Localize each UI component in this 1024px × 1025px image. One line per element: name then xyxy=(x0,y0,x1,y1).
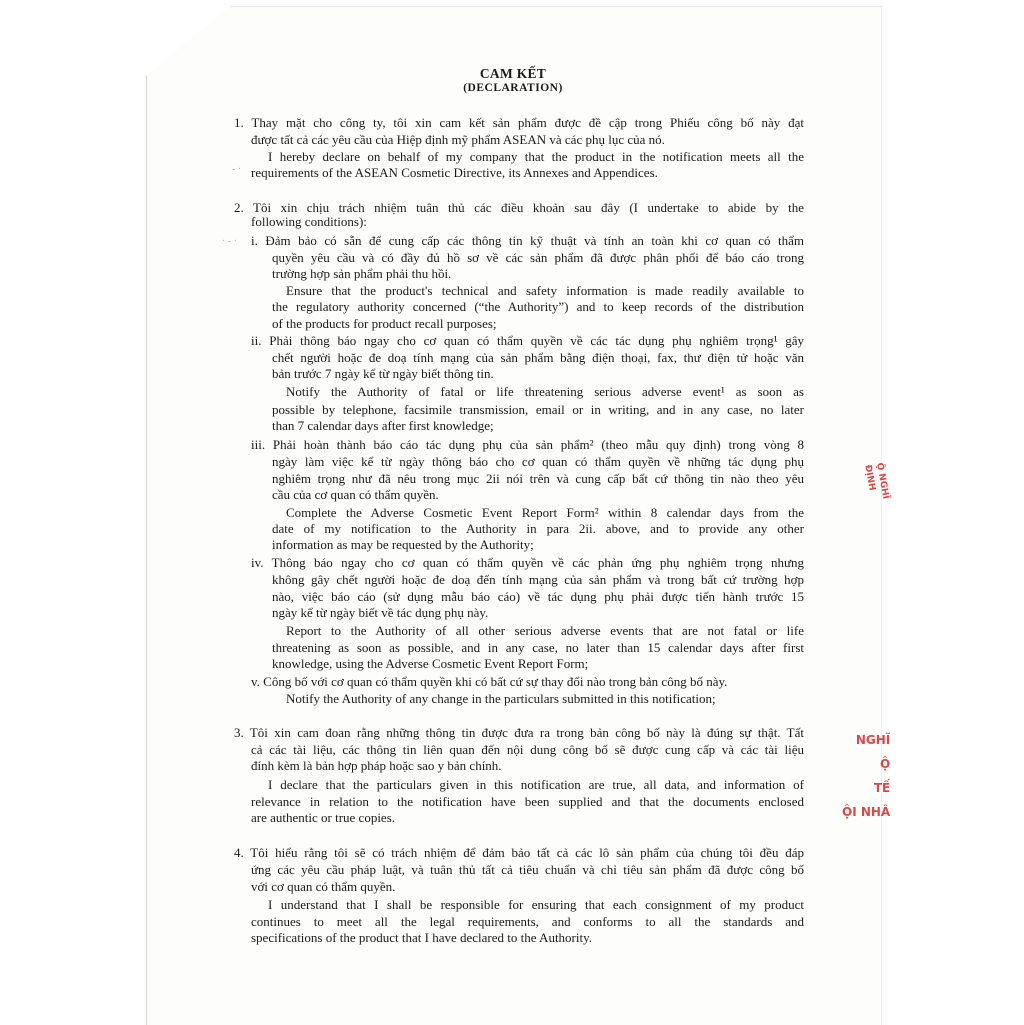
declaration-line: specifications of the product that I have declared to the Authority. xyxy=(251,930,593,945)
declaration-line: I hereby declare on behalf of my company that the product in the notification meets all the xyxy=(268,149,804,164)
declaration-line: 2. Tôi xin chịu trách nhiệm tuân thủ các điều khoản sau đây (I undertake to abide by the xyxy=(234,200,804,215)
declaration-line: ngày kể từ ngày biết về tác dụng phụ này. xyxy=(272,605,489,620)
scan-mark: · - · xyxy=(222,236,237,247)
declaration-line: v. Công bố với cơ quan có thẩm quyền khi có bất cứ sự thay đổi nào trong bản công bố này. xyxy=(251,674,728,689)
document-subtitle: (DECLARATION) xyxy=(463,82,563,94)
declaration-line: được tất cả các yêu cầu của Hiệp định mỹ phẩm ASEAN và các phụ lục của nó. xyxy=(251,132,665,147)
declaration-line: are authentic or true copies. xyxy=(251,810,396,825)
declaration-line: không gây chết người hoặc đe doạ đến tính mạng của sản phẩm và trong bất cứ trường hợp xyxy=(272,572,804,587)
declaration-line: với cơ quan có thẩm quyền. xyxy=(251,879,396,894)
declaration-line: ii. Phải thông báo ngay cho cơ quan có thẩm quyền về các tác dụng phụ nghiêm trọng¹ gây xyxy=(251,333,804,348)
declaration-line: Ensure that the product's technical and safety information is made readily available to xyxy=(286,283,804,298)
declaration-line: Complete the Adverse Cosmetic Event Report Form² within 8 calendar days from the xyxy=(286,505,804,520)
declaration-line: quyền yêu cầu và có đầy đủ hồ sơ về các sản phẩm đã được phân phối để báo cáo trong xyxy=(272,250,804,265)
declaration-line: of the products for product recall purposes; xyxy=(272,316,497,331)
declaration-line: cầu của cơ quan có thẩm quyền. xyxy=(272,487,439,502)
declaration-line: 1. Thay mặt cho công ty, tôi xin cam kết sản phẩm được đề cập trong Phiếu công bố này đạt xyxy=(234,115,804,130)
declaration-line: information as may be requested by the Authority; xyxy=(272,537,534,552)
declaration-line: đính kèm là bản hợp pháp hoặc sao y bản chính. xyxy=(251,758,502,773)
declaration-line: requirements of the ASEAN Cosmetic Directive, its Annexes and Appendices. xyxy=(251,165,658,180)
declaration-line: date of my notification to the Authority in para 2ii. above, and to provide any other xyxy=(272,521,804,536)
declaration-line: iii. Phải hoàn thành báo cáo tác dụng phụ của sản phẩm² (theo mẫu quy định) trong vòng 8 xyxy=(251,437,804,452)
declaration-line: I declare that the particulars given in this notification are true, all data, and information of xyxy=(268,777,804,792)
declaration-line: 4. Tôi hiểu rằng tôi sẽ có trách nhiệm để đảm bảo tất cả các lô sản phẩm của chúng tôi đều đáp xyxy=(234,845,804,860)
stamp-lower: NGHĨ Ộ TẾ ỘI NHÂ xyxy=(842,733,891,819)
stamp-upper: Ộ NGHĨ ĐỊNH xyxy=(862,462,891,500)
declaration-line: nào, việc báo cáo (sử dụng mẫu báo cáo) về tác dụng phụ phải được tiến hành trước 15 xyxy=(272,589,804,604)
declaration-line: following conditions): xyxy=(251,214,367,229)
declaration-line: relevance in relation to the notification have been supplied and that the documents enclosed xyxy=(251,794,804,809)
declaration-line: iv. Thông báo ngay cho cơ quan có thẩm quyền về các phản ứng phụ nghiêm trọng nhưng xyxy=(251,555,804,570)
declaration-line: 3. Tôi xin cam đoan rằng những thông tin được đưa ra trong bản công bố này là đúng sự thật. Tất xyxy=(234,725,804,740)
document-title: CAM KẾT xyxy=(479,66,547,81)
declaration-line: the regulatory authority concerned (“the Authority”) and to keep records of the distribution xyxy=(272,299,804,314)
declaration-line: knowledge, using the Adverse Cosmetic Event Report Form; xyxy=(272,656,589,671)
declaration-line: chết người hoặc đe doạ tính mạng của sản phẩm bằng điện thoại, fax, thư điện tử hoặc văn xyxy=(272,350,804,365)
declaration-line: I understand that I shall be responsible for ensuring that each consignment of my product xyxy=(268,897,804,912)
declaration-line: ứng các yêu cầu pháp luật, và tuân thủ tất cả tiêu chuẩn và chỉ tiêu sản phẩm đã được công bố xyxy=(251,862,804,877)
scan-mark: - · xyxy=(232,164,242,175)
declaration-line: Notify the Authority of any change in the particulars submitted in this notification; xyxy=(286,691,716,706)
declaration-line: bản trước 7 ngày kể từ ngày biết thông tin. xyxy=(272,366,494,381)
declaration-line: Notify the Authority of fatal or life threatening serious adverse event¹ as soon as xyxy=(286,384,804,399)
declaration-line: Report to the Authority of all other serious adverse events that are not fatal or life xyxy=(286,623,804,638)
declaration-line: possible by telephone, facsimile transmission, email or in writing, and in any case, no later xyxy=(272,402,804,417)
declaration-line: cả các tài liệu, các thông tin liên quan đến nội dung công bố sẽ được cung cấp và các tài liệu xyxy=(251,742,804,757)
declaration-line: than 7 calendar days after first knowledge; xyxy=(272,418,494,433)
declaration-line: ngày làm việc kể từ ngày thông báo cho cơ quan có thẩm quyền về những tác dụng phụ xyxy=(272,454,804,469)
declaration-line: trường hợp sản phẩm phải thu hồi. xyxy=(272,266,452,281)
declaration-line: threatening as soon as possible, and in any case, no later than 15 calendar days after first xyxy=(272,640,804,655)
declaration-line: nghiêm trọng như đã nêu trong mục 2ii nói trên và cung cấp bất cứ thông tin nào theo yêu xyxy=(272,471,804,486)
declaration-line: i. Đảm bảo có sẵn để cung cấp các thông tin kỹ thuật và tính an toàn khi cơ quan có thẩm xyxy=(251,233,804,248)
declaration-line: continues to meet all the legal requirements, and conforms to all the standards and xyxy=(251,914,804,929)
